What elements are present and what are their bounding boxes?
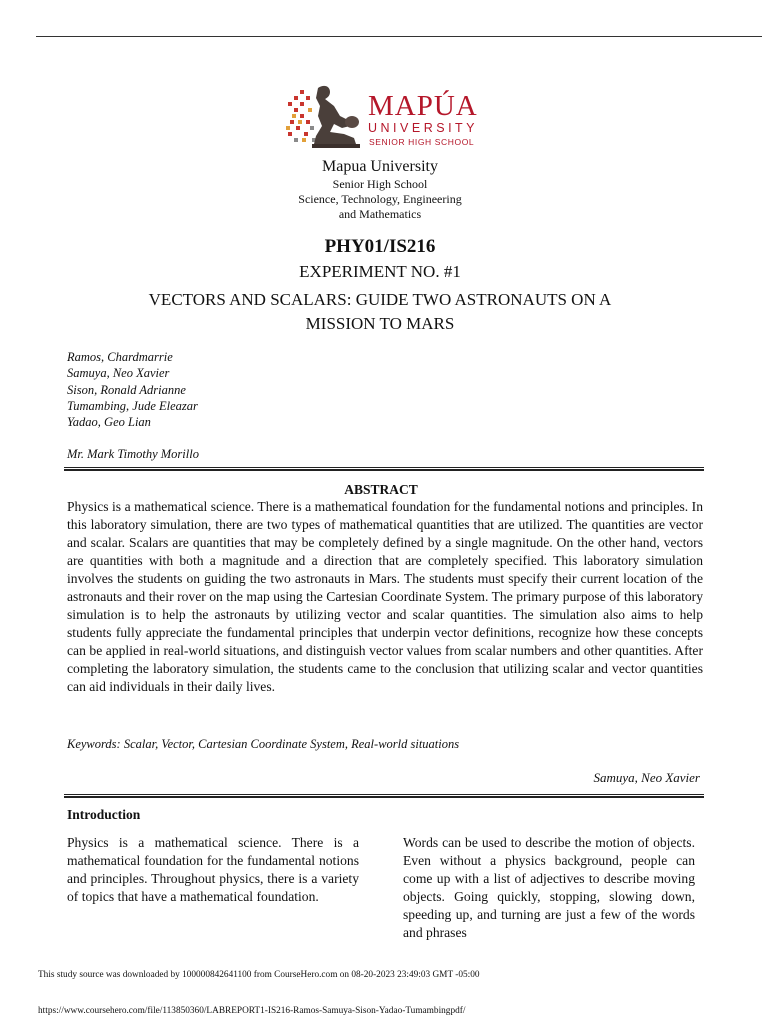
institution-line-3: and Mathematics	[338, 207, 422, 221]
title-line-1: VECTORS AND SCALARS: GUIDE TWO ASTRONAUTS ON A	[148, 290, 612, 309]
keywords: Keywords: Scalar, Vector, Cartesian Coordinate System, Real-world situations	[67, 737, 460, 751]
signer: Samuya, Neo Xavier	[593, 770, 700, 785]
abstract-body: Physics is a mathematical science. There is a mathematical foundation for the fundamental notions and principles. In this laboratory simulation, there are two types of mathematical quantities that are utilized. The quantities are vector and scalar. Scalars are quantities that may be completely defined by a single magnitude. On the other hand, vectors are quantities with both a magnitude and a direction that are completely specified. This laboratory simulation involves the students on guiding the two astronauts in Mars. The students must specify their current location of the astronauts and their rover on the map using the Cartesian Coordinate System. The primary purpose of this laboratory simulation is to help the astronauts by utilizing vector and scalar quantities. The simulation also aims to help students fully appreciate the fundamental principles that underpin vector definitions, recognize how these concepts can be applied in real-world situations, and distinguish vector values from scalar numbers and other quantities. After completing the laboratory simulation, the students came to the conclusion that utilizing scalar and vector quantities can aid individuals in their daily lives.	[67, 499, 703, 694]
title-line-2: MISSION TO MARS	[305, 314, 455, 333]
course-code: PHY01/IS216	[324, 236, 436, 257]
author: Ramos, Chardmarrie	[67, 350, 173, 364]
author: Yadao, Geo Lian	[67, 415, 151, 430]
abstract-heading: ABSTRACT	[344, 482, 418, 497]
logo-wordmark: MAPÚA	[368, 90, 478, 122]
source-url[interactable]: https://www.coursehero.com/file/113850360/LABREPORT1-IS216-Ramos-Samuya-Sison-Yadao-Tumambingpdf/	[38, 1006, 466, 1016]
download-note: This study source was downloaded by 100000842641100 from CourseHero.com on 08-20-2023 23:49:03 GMT -05:00	[38, 970, 480, 980]
abstract-top-rule	[64, 467, 704, 471]
intro-right-column: Words can be used to describe the motion of objects. Even without a physics background, people can come up with a list of adjectives to describe moving objects. Going quickly, stopping, slowing down, speeding up, and turning are just a few of the words and phrases	[403, 835, 695, 940]
author-list	[67, 349, 198, 430]
logo-tagline: SENIOR HIGH SCHOOL	[369, 137, 475, 147]
top-rule	[36, 36, 762, 37]
introduction-heading: Introduction	[67, 807, 141, 822]
paper-title	[0, 288, 760, 336]
intro-top-rule	[64, 794, 704, 798]
author: Sison, Ronald Adrianne	[67, 382, 186, 397]
experiment-number: EXPERIMENT NO. #1	[299, 262, 461, 281]
institution-name: Mapua University	[322, 158, 438, 175]
institution-line-2: Science, Technology, Engineering	[298, 192, 462, 206]
author: Samuya, Neo Xavier	[67, 366, 170, 381]
author: Tumambing, Jude Eleazar	[67, 398, 198, 413]
intro-left-column: Physics is a mathematical science. There is a mathematical foundation for the fundamental notions and principles. Throughout physics, there is a variety of topics that have a mathematical foundation.	[67, 835, 359, 904]
logo-subline: UNIVERSITY	[368, 121, 479, 135]
adviser: Mr. Mark Timothy Morillo	[67, 447, 199, 461]
institution-line-1: Senior High School	[332, 177, 428, 191]
